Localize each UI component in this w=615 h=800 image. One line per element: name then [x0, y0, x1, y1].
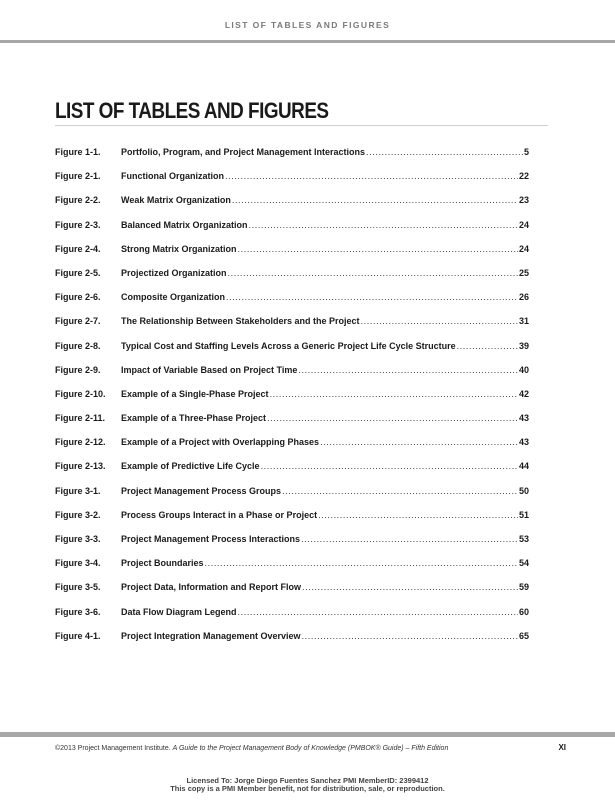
- dot-leader: [267, 413, 518, 423]
- dot-leader: [228, 268, 518, 278]
- license-notice: [0, 777, 615, 793]
- figure-entry[interactable]: [55, 461, 529, 485]
- figure-entry[interactable]: [55, 244, 529, 268]
- figure-title: Example of Predictive Life Cycle: [121, 461, 260, 472]
- figure-title: Project Data, Information and Report Flow: [121, 582, 302, 593]
- figure-title: Impact of Variable Based on Project Time: [121, 364, 298, 375]
- footer-copyright: [55, 745, 448, 752]
- license-line-1: Licensed To: Jorge Diego Fuentes Sanchez PMI MemberID: 2399412: [186, 776, 429, 785]
- page-number: XI: [558, 743, 566, 752]
- footer-copyright-prefix: ©2013 Project Management Institute.: [55, 745, 173, 752]
- figure-number: Figure 2-12.: [55, 437, 106, 448]
- figure-title: Functional Organization: [121, 171, 224, 182]
- figure-page-number: 31: [518, 316, 529, 327]
- figure-page-number: 50: [518, 485, 529, 496]
- figure-entry[interactable]: [55, 486, 529, 510]
- figure-title: The Relationship Between Stakeholders and the Project: [121, 316, 360, 327]
- figure-title: Example of a Three-Phase Project: [121, 413, 267, 424]
- dot-leader: [225, 171, 518, 181]
- running-header: LIST OF TABLES AND FIGURES: [224, 20, 391, 30]
- page-title: LIST OF TABLES AND FIGURES: [55, 98, 329, 123]
- bottom-divider: [0, 732, 615, 737]
- figure-page-number: 60: [518, 606, 529, 617]
- figure-number: Figure 2-1.: [55, 171, 101, 182]
- footer: [55, 743, 566, 752]
- figure-entry[interactable]: [55, 582, 529, 606]
- figure-page-number: 40: [518, 364, 529, 375]
- figure-number: Figure 2-10.: [55, 388, 106, 399]
- figure-title: Example of a Single-Phase Project: [121, 388, 269, 399]
- dot-leader: [238, 244, 518, 254]
- figure-entry[interactable]: [55, 558, 529, 582]
- figure-entry[interactable]: [55, 171, 529, 195]
- title-divider: [55, 125, 548, 126]
- figure-number: Figure 2-8.: [55, 340, 101, 351]
- dot-leader: [238, 607, 518, 617]
- figure-title: Project Management Process Groups: [121, 485, 282, 496]
- figure-page-number: 39: [518, 340, 529, 351]
- figure-page-number: 51: [518, 509, 529, 520]
- dot-leader: [361, 316, 518, 326]
- figure-title: Portfolio, Program, and Project Management Interactions: [121, 147, 366, 157]
- figure-title: Project Boundaries: [121, 558, 204, 569]
- figure-page-number: 54: [518, 558, 529, 569]
- figure-number: Figure 3-2.: [55, 509, 101, 520]
- dot-leader: [302, 631, 518, 641]
- figure-list: [55, 147, 529, 655]
- dot-leader: [366, 147, 523, 157]
- figure-number: Figure 3-6.: [55, 606, 101, 617]
- dot-leader: [318, 510, 518, 520]
- figure-number: Figure 2-5.: [55, 267, 101, 278]
- figure-title: Typical Cost and Staffing Levels Across a Generic Project Life Cycle Structure: [121, 340, 456, 351]
- figure-entry[interactable]: [55, 292, 529, 316]
- figure-number: Figure 2-9.: [55, 364, 101, 375]
- footer-book-title: A Guide to the Project Management Body of Knowledge (PMBOK® Guide) – Fifth Edition: [172, 745, 449, 752]
- figure-entry[interactable]: [55, 268, 529, 292]
- figure-entry[interactable]: [55, 510, 529, 534]
- dot-leader: [249, 220, 518, 230]
- figure-entry[interactable]: [55, 413, 529, 437]
- figure-entry[interactable]: [55, 631, 529, 655]
- top-divider: [0, 40, 615, 43]
- figure-entry[interactable]: [55, 389, 529, 413]
- figure-number: Figure 2-6.: [55, 292, 101, 303]
- figure-page-number: 22: [518, 171, 529, 182]
- figure-entry[interactable]: [55, 341, 529, 365]
- figure-page-number: 43: [518, 437, 529, 448]
- figure-page-number: 25: [518, 267, 529, 278]
- dot-leader: [301, 534, 518, 544]
- figure-title: Project Management Process Interactions: [121, 534, 301, 544]
- dot-leader: [298, 365, 518, 375]
- figure-entry[interactable]: [55, 607, 529, 631]
- figure-entry[interactable]: [55, 437, 529, 461]
- license-line-2: This copy is a PMI Member benefit, not for distribution, sale, or reproduction.: [170, 784, 445, 793]
- figure-entry[interactable]: [55, 534, 529, 558]
- figure-number: Figure 1-1.: [55, 147, 101, 157]
- figure-number: Figure 3-1.: [55, 485, 101, 496]
- figure-page-number: 5: [523, 147, 529, 157]
- dot-leader: [302, 582, 518, 592]
- figure-title: Weak Matrix Organization: [121, 195, 231, 206]
- figure-page-number: 42: [518, 388, 529, 399]
- figure-title: Data Flow Diagram Legend: [121, 606, 237, 617]
- figure-number: Figure 4-1.: [55, 630, 101, 641]
- figure-number: Figure 2-3.: [55, 219, 101, 230]
- figure-title: Strong Matrix Organization: [121, 243, 237, 254]
- figure-title: Balanced Matrix Organization: [121, 219, 248, 230]
- figure-page-number: 24: [518, 243, 529, 254]
- figure-title: Composite Organization: [121, 292, 226, 303]
- dot-leader: [457, 341, 518, 351]
- figure-title: Process Groups Interact in a Phase or Project: [121, 509, 318, 520]
- figure-page-number: 53: [518, 534, 529, 544]
- figure-entry[interactable]: [55, 220, 529, 244]
- figure-title: Project Integration Management Overview: [121, 630, 301, 641]
- dot-leader: [261, 461, 518, 471]
- figure-page-number: 24: [518, 219, 529, 230]
- figure-number: Figure 2-11.: [55, 413, 106, 424]
- figure-entry[interactable]: [55, 365, 529, 389]
- dot-leader: [232, 195, 518, 205]
- figure-number: Figure 2-13.: [55, 461, 106, 472]
- figure-number: Figure 3-4.: [55, 558, 101, 569]
- figure-number: Figure 2-4.: [55, 243, 101, 254]
- figure-page-number: 65: [518, 630, 529, 641]
- dot-leader: [205, 558, 518, 568]
- figure-page-number: 43: [518, 413, 529, 424]
- figure-title: Projectized Organization: [121, 267, 227, 278]
- figure-page-number: 23: [518, 195, 529, 206]
- figure-number: Figure 2-2.: [55, 195, 101, 206]
- figure-title: Example of a Project with Overlapping Phases: [121, 437, 320, 448]
- figure-entry[interactable]: [55, 195, 529, 219]
- figure-number: Figure 3-3.: [55, 534, 101, 544]
- dot-leader: [226, 292, 518, 302]
- figure-number: Figure 3-5.: [55, 582, 101, 593]
- figure-page-number: 59: [518, 582, 529, 593]
- figure-number: Figure 2-7.: [55, 316, 101, 327]
- figure-page-number: 44: [518, 461, 529, 472]
- figure-page-number: 26: [518, 292, 529, 303]
- dot-leader: [320, 437, 518, 447]
- figure-entry[interactable]: [55, 316, 529, 340]
- dot-leader: [282, 486, 518, 496]
- figure-entry[interactable]: [55, 147, 529, 171]
- dot-leader: [270, 389, 518, 399]
